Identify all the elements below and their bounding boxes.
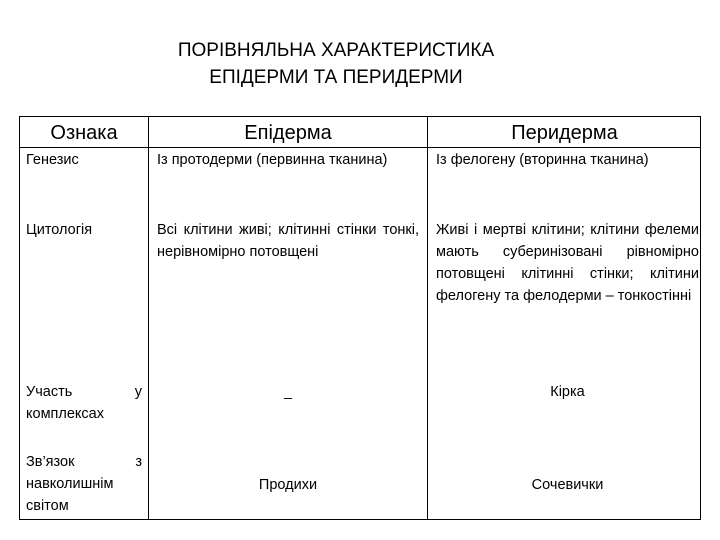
row-cytology-periderm: Живі і мертві клітини; клітини фелеми мають суберинізовані рівномірно потовщені клітинні стінки; клітини фелогену та фелодерми – тонкостінні bbox=[436, 222, 699, 304]
row-genesis-epidermis: Із протодерми (первинна тканина) bbox=[157, 152, 388, 168]
header-feature: Ознака bbox=[50, 122, 118, 144]
comparison-table bbox=[19, 116, 701, 520]
row-connection-feature: Зв’язок з навколишнім світом bbox=[26, 454, 142, 514]
title-line-1: ПОРІВНЯЛЬНА ХАРАКТЕРИСТИКА bbox=[177, 40, 495, 61]
header-periderm: Перидерма bbox=[511, 122, 618, 144]
row-connection-epidermis: Продихи bbox=[258, 477, 318, 493]
row-complexes-epidermis: _ bbox=[283, 384, 293, 400]
row-complexes-periderm: Кірка bbox=[550, 384, 585, 400]
row-complexes-feature: Участь у комплексах bbox=[26, 384, 142, 422]
row-connection-periderm: Сочевички bbox=[531, 477, 604, 493]
row-genesis-periderm: Із фелогену (вторинна тканина) bbox=[436, 152, 649, 168]
header-divider bbox=[20, 147, 700, 148]
row-genesis-feature: Генезис bbox=[26, 152, 79, 168]
document-title bbox=[0, 37, 672, 91]
column-divider bbox=[148, 117, 149, 519]
header-epidermis: Епідерма bbox=[244, 122, 332, 144]
title-line-2: ЕПІДЕРМИ ТА ПЕРИДЕРМИ bbox=[209, 67, 463, 88]
column-divider bbox=[427, 117, 428, 519]
row-cytology-epidermis: Всі клітини живі; клітинні стінки тонкі, нерівномірно потовщені bbox=[157, 222, 419, 260]
row-cytology-feature: Цитологія bbox=[26, 222, 93, 238]
